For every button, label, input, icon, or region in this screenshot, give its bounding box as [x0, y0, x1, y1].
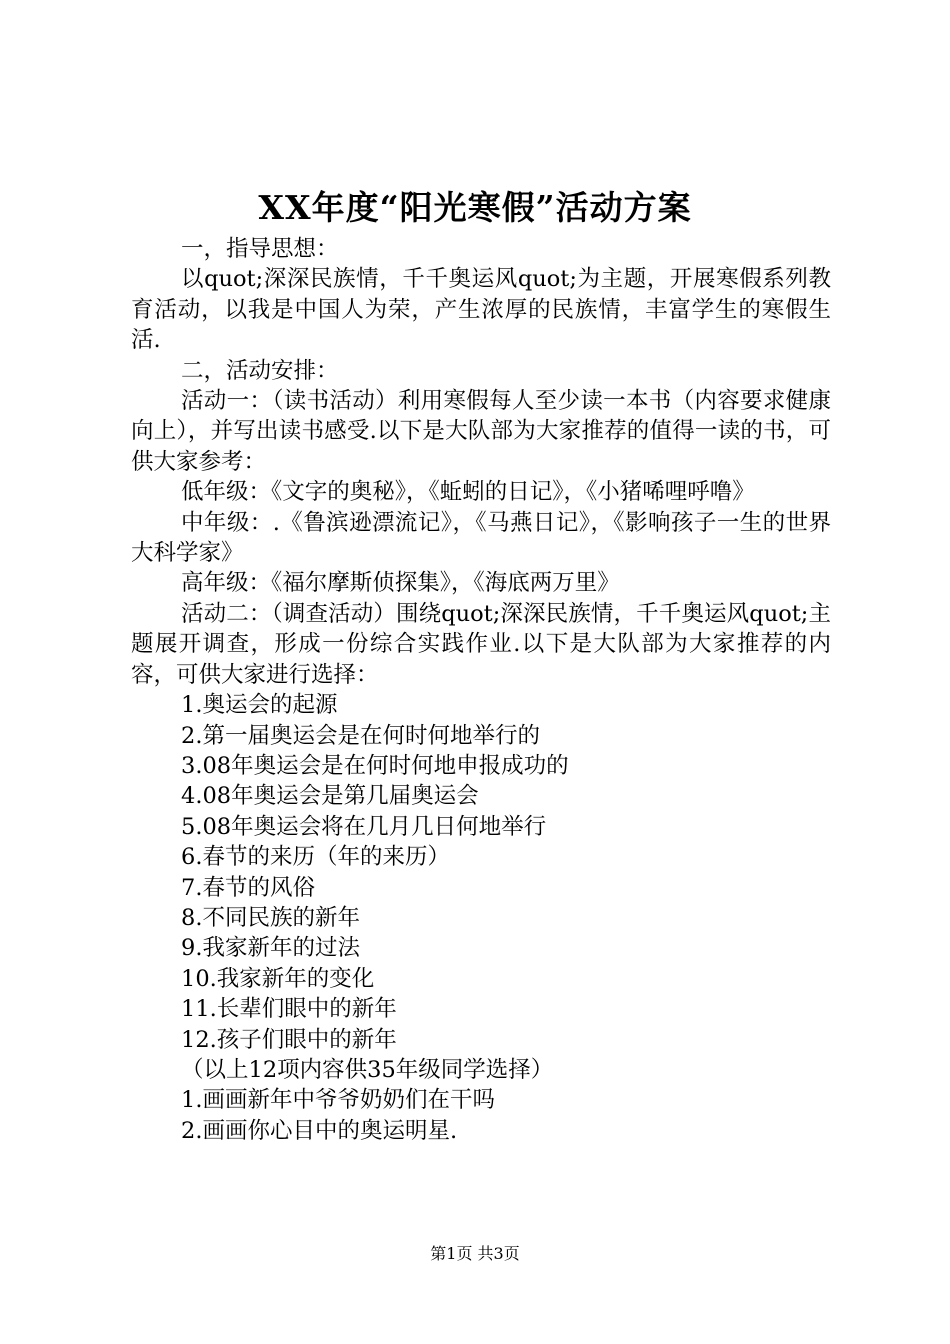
section-heading-activities: 二，活动安排：	[181, 357, 339, 384]
paragraph-high-grade-books: 高年级：《福尔摩斯侦探集》，《海底两万里》	[181, 570, 620, 597]
list-item: 8.不同民族的新年	[181, 904, 360, 931]
list-note: （以上12项内容供35年级同学选择）	[181, 1056, 554, 1083]
section-heading-guiding-thought: 一，指导思想：	[181, 236, 339, 262]
document-body	[131, 234, 831, 1146]
list-item: 1.画画新年中爷爷奶奶们在干吗	[181, 1087, 495, 1114]
list-item: 1.奥运会的起源	[181, 692, 338, 719]
list-item: 12.孩子们眼中的新年	[181, 1026, 397, 1053]
paragraph-activity-two: 活动二：（调查活动）围绕quot;深深民族情，千千奥运风quot;主题展开调查，形成一份综合实践作业.以下是大队部为大家推荐的内容，可供大家进行选择：	[131, 600, 831, 688]
paragraph-theme: 以quot;深深民族情，千千奥运风quot;为主题，开展寒假系列教育活动，以我是中国人为荣，产生浓厚的民族情，丰富学生的寒假生活.	[131, 266, 831, 354]
list-item: 11.长辈们眼中的新年	[181, 996, 397, 1023]
list-item: 4.08年奥运会是第几届奥运会	[181, 783, 479, 810]
page-footer: 第1页 共3页	[430, 1244, 520, 1263]
list-item: 2.第一届奥运会是在何时何地举行的	[181, 722, 540, 749]
paragraph-middle-grade-books: 中年级：.《鲁滨逊漂流记》，《马燕日记》，《影响孩子一生的世界大科学家》	[131, 509, 831, 567]
paragraph-activity-one: 活动一：（读书活动）利用寒假每人至少读一本书（内容要求健康向上），并写出读书感受.以下是大队部为大家推荐的值得一读的书，可供大家参考：	[131, 388, 831, 475]
list-item: 2.画画你心目中的奥运明星.	[181, 1117, 458, 1144]
list-item: 5.08年奥运会将在几月几日何地举行	[181, 813, 547, 840]
list-item: 3.08年奥运会是在何时何地申报成功的	[181, 752, 569, 779]
list-item: 10.我家新年的变化	[181, 965, 375, 992]
list-item: 9.我家新年的过法	[181, 935, 360, 962]
list-item: 7.春节的风俗	[181, 874, 315, 901]
list-item: 6.春节的来历（年的来历）	[181, 844, 450, 871]
paragraph-low-grade-books: 低年级：《文字的奥秘》，《蚯蚓的日记》，《小猪唏哩呼噜》	[181, 479, 755, 506]
document-title: XX年度“阳光寒假”活动方案	[258, 188, 692, 227]
